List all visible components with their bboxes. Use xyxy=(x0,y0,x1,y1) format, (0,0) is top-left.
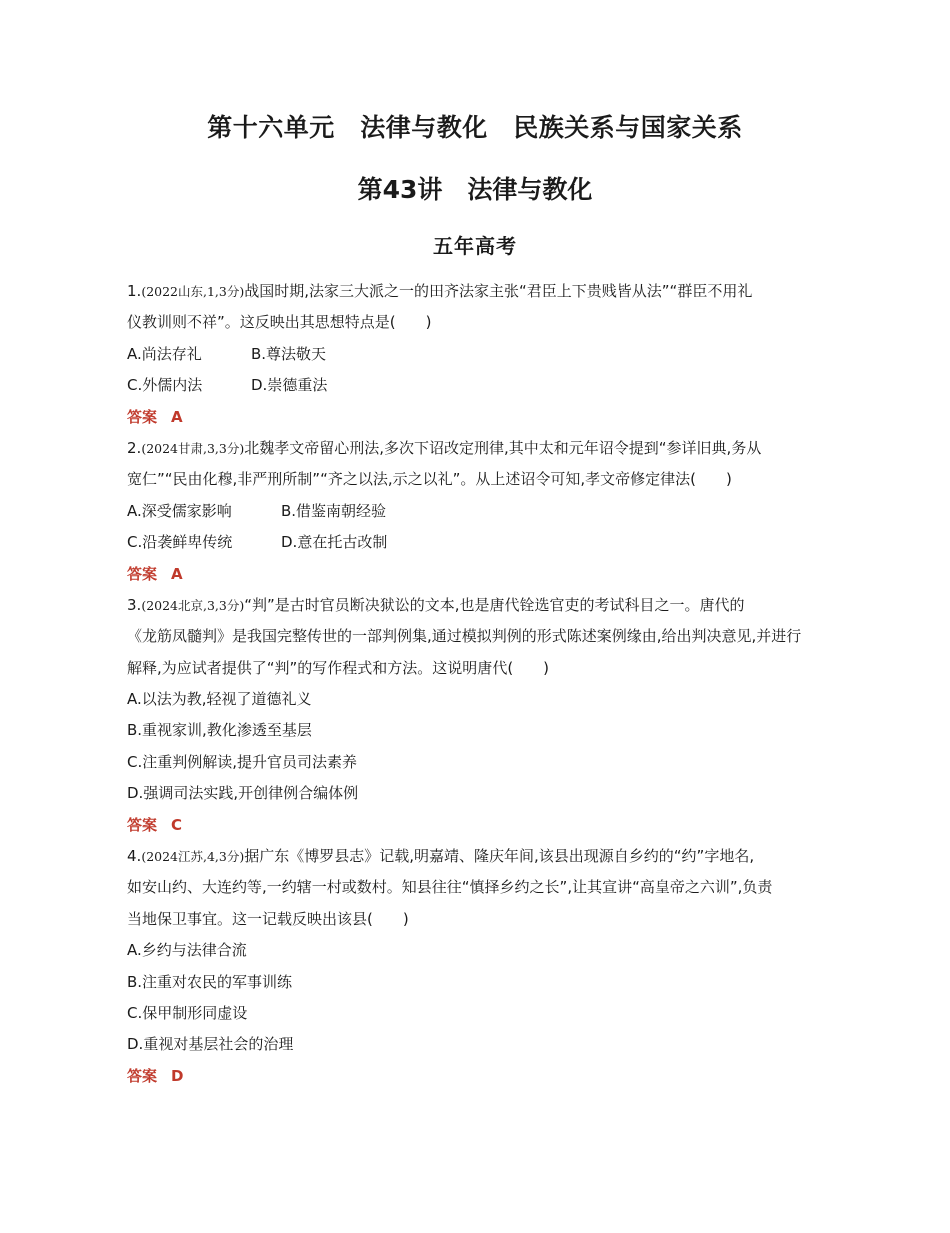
unit-title: 第十六单元 法律与教化 民族关系与国家关系 xyxy=(207,113,743,142)
answer-label: 答案 xyxy=(127,407,158,426)
stem-line: 战国时期,法家三大派之一的田齐法家主张“君臣上下贵贱皆从法”“群臣不用礼 xyxy=(244,282,753,300)
option-b: B.重视家训,教化渗透至基层 xyxy=(127,721,312,740)
option-c: C.注重判例解读,提升官员司法素养 xyxy=(127,752,358,771)
option-b: B.借鉴南朝经验 xyxy=(281,501,387,520)
stem-line: 如安山约、大连约等,一约辖一村或数村。知县往往“慎择乡约之长”,让其宣讲“高皇帝之六训”,负责 xyxy=(127,878,773,897)
option-a: A.尚法存礼 xyxy=(127,344,202,363)
question-source: (2024甘肃,3,3分) xyxy=(141,440,245,456)
answer-line xyxy=(127,402,827,433)
question-source: (2024江苏,4,3分) xyxy=(141,849,245,865)
stem-line: 据广东《博罗县志》记载,明嘉靖、隆庆年间,该县出现源自乡约的“约”字地名, xyxy=(244,847,755,866)
question-stem xyxy=(127,433,827,464)
question-source: (2022山东,1,3分) xyxy=(141,284,245,299)
question-3 xyxy=(127,590,827,841)
answer-line xyxy=(127,559,827,590)
question-1 xyxy=(127,276,827,433)
option-b: B.注重对农民的军事训练 xyxy=(127,972,293,991)
question-stem xyxy=(127,590,827,621)
option-row xyxy=(127,339,827,370)
answer-label: 答案 xyxy=(127,815,158,834)
option-c: C.外儒内法 xyxy=(127,376,203,395)
stem-line: 当地保卫事宜。这一记载反映出该县( ) xyxy=(127,909,409,928)
stem-line: 宽仁”“民由化穆,非严刑所制”“齐之以法,示之以礼”。从上述诏令可知,孝文帝修定律法( ) xyxy=(127,470,732,489)
option-d: D.重视对基层社会的治理 xyxy=(127,1035,294,1054)
answer-label: 答案 xyxy=(127,1066,158,1085)
stem-line: 《龙筋凤髓判》是我国完整传世的一部判例集,通过模拟判例的形式陈述案例缘由,给出判决意见,并进行 xyxy=(127,627,802,646)
question-2 xyxy=(127,433,827,590)
answer-value: C xyxy=(171,815,183,834)
option-d: D.强调司法实践,开创律例合编体例 xyxy=(127,784,359,803)
question-stem xyxy=(127,841,827,872)
question-list xyxy=(127,276,827,1092)
option-b: B.尊法敬天 xyxy=(251,344,327,363)
answer-value: D xyxy=(171,1066,184,1085)
answer-line xyxy=(127,810,827,841)
question-number: 1. xyxy=(127,282,142,300)
stem-line: 解释,为应试者提供了“判”的写作程式和方法。这说明唐代( ) xyxy=(127,658,550,677)
answer-label: 答案 xyxy=(127,564,158,583)
lesson-title: 第43讲 法律与教化 xyxy=(357,175,593,204)
answer-value: A xyxy=(171,564,183,583)
question-number: 3. xyxy=(127,595,142,614)
answer-value: A xyxy=(171,407,183,426)
stem-line: “判”是古时官员断决狱讼的文本,也是唐代铨选官吏的考试科目之一。唐代的 xyxy=(244,595,745,614)
option-a: A.深受儒家影响 xyxy=(127,501,232,520)
option-row xyxy=(127,527,827,558)
question-stem xyxy=(127,276,827,307)
option-d: D.崇德重法 xyxy=(251,376,328,395)
question-number: 4. xyxy=(127,847,142,866)
question-number: 2. xyxy=(127,438,142,457)
option-c: C.沿袭鲜卑传统 xyxy=(127,533,233,552)
answer-line xyxy=(127,1061,827,1092)
stem-line: 北魏孝文帝留心刑法,多次下诏改定刑律,其中太和元年诏令提到“参详旧典,务从 xyxy=(244,438,762,457)
stem-line: 仪教训则不祥”。这反映出其思想特点是( ) xyxy=(127,313,432,332)
section-title: 五年高考 xyxy=(433,234,517,258)
option-a: A.乡约与法律合流 xyxy=(127,941,247,960)
option-a: A.以法为教,轻视了道德礼义 xyxy=(127,690,312,709)
option-c: C.保甲制形同虚设 xyxy=(127,1003,248,1022)
question-source: (2024北京,3,3分) xyxy=(141,597,245,613)
option-d: D.意在托古改制 xyxy=(281,533,388,552)
option-row xyxy=(127,496,827,527)
question-4 xyxy=(127,841,827,1092)
option-row xyxy=(127,370,827,401)
